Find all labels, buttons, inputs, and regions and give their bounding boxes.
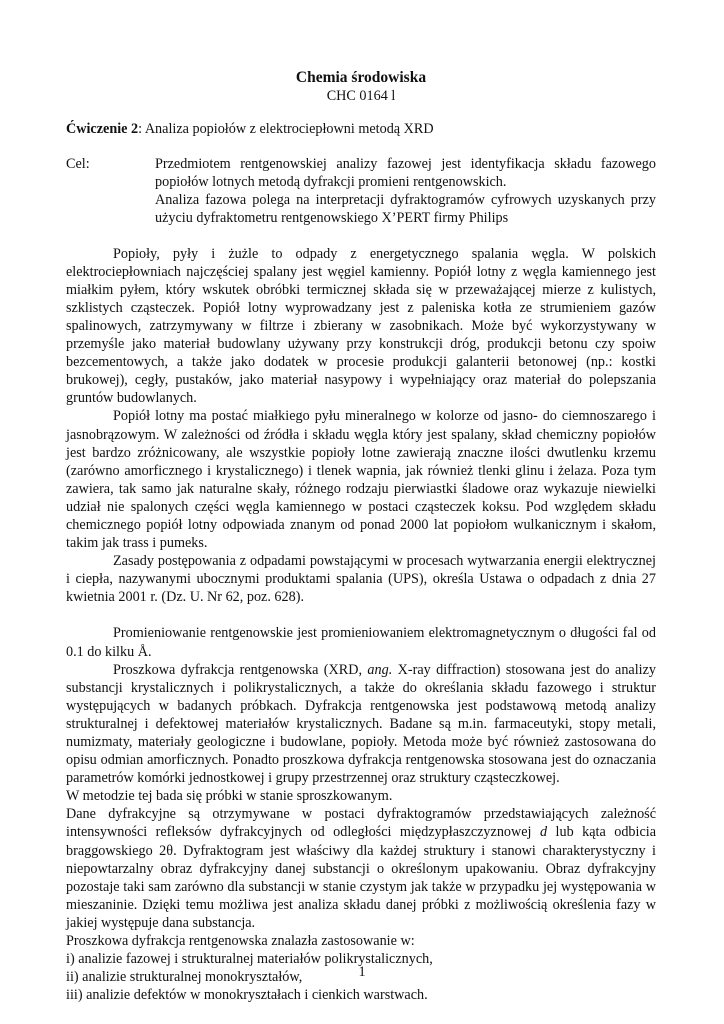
p7-text-b: lub kąta odbicia braggowskiego 2θ. Dyfraktogram jest właściwy dla każdej struktury i stanowi charakterystyczny i niepowtarzalny obraz dyfrakcyjny danej substancji o określonym upakowaniu. Obraz dyfrakcyjny pozostaje taki sam zarówno dla substancji w stanie czystym jak także w przypadku jej występowania w mieszaninie. Dzięki temu możliwa jest analiza składu danej próbki z możliwością określenia fazy w jakiej występuje dana substancja. <box>66 824 656 931</box>
document-title: Chemia środowiska <box>295 69 427 86</box>
paragraph-4: Promieniowanie rentgenowskie jest promieniowaniem elektromagnetycznym o długości fal od 0.1 do kilku Å. <box>66 625 656 660</box>
exercise-title: : Analiza popiołów z elektrociepłowni metodą XRD <box>138 121 434 138</box>
goal-label: Cel: <box>66 156 90 173</box>
p7-d: d <box>539 824 548 841</box>
goal-line: Analiza fazowa polega na interpretacji dyfraktogramów cyfrowych uzyskanych przy użyciu dyfraktometru rentgenowskiego X’PERT firmy Philips <box>155 192 656 227</box>
goal-line: Przedmiotem rentgenowskiej analizy fazowej jest identyfikacja składu fazowego popiołów lotnych metodą dyfrakcji promieni rentgenowskich. <box>155 156 656 191</box>
list-item: ii) analizie strukturalnej monokryształów, <box>66 969 303 986</box>
p5-ang: ang. <box>367 661 393 678</box>
p5-text-a: Proszkowa dyfrakcja rentgenowska (XRD, <box>113 661 368 678</box>
document-page <box>66 68 656 1004</box>
paragraph-3: Zasady postępowania z odpadami powstającymi w procesach wytwarzania energii elektrycznej i ciepła, nazywanymi ubocznymi produktami spalania (UPS), określa Ustawa o odpadach z dnia 27 kwietnia 2001 r. (Dz. U. Nr 62, poz. 628). <box>66 553 656 606</box>
paragraph-5 <box>66 661 656 788</box>
p7-text-a: Dane dyfrakcyjne są otrzymywane w postaci dyfraktogramów przedstawiających zależność intensywności refleksów dyfrakcyjnych od odległości międzypłaszczyznowej <box>66 806 656 841</box>
list-item: i) analizie fazowej i strukturalnej materiałów polikrystalicznych, <box>66 951 433 968</box>
paragraph-1: Popioły, pyły i żużle to odpady z energetycznego spalania węgla. W polskich elektrociepłowniach najczęściej spalany jest węgiel kamienny. Popiół lotny z węgla kamiennego jest miałkim pyłem, który wskutek obróbki termicznej składa się w przeważającej mierze z kulistych, szklistych cząsteczek. Popiół lotny wyprowadzany jest z paleniska kotła ze strumieniem gazów spalinowych, zatrzymywany w filtrze i zbierany w zasobnikach. Może być wykorzystywany w przemyśle jako materiał budowlany używany przy konstrukcji dróg, produkcji betonu czy spoiw bezcementowych, a także jako dodatek w procesie produkcji galanterii betonowej (np.: kostki brukowej), cegły, pustaków, jako materiał nasypowy i wypełniający oraz materiał do polepszania gruntów budowlanych. <box>66 245 656 407</box>
list-item: iii) analizie defektów w monokryształach i cienkich warstwach. <box>66 987 428 1004</box>
paragraph-6: W metodzie tej bada się próbki w stanie sproszkowanym. <box>66 788 393 805</box>
p5-text-b: X-ray diffraction) stosowana jest do analizy substancji krystalicznych i polikrystalicznych, a także do określania składu fazowego i struktur występujących w badanych próbkach. Dyfrakcja rentgenowska jest podstawową metodą analizy strukturalnej i defektowej materiałów krystalicznych. Badane są m.in. farmaceutyki, stopy metali, numizmaty, materiały geologiczne i budowlane, popioły. Metoda może być również zastosowana do opisu odmian amorficznych. Ponadto proszkowa dyfrakcja rentgenowska stosowana jest do oznaczania parametrów komórki jednostkowej i grupy przestrzennej oraz struktury cząsteczkowej. <box>66 661 656 787</box>
paragraph-8: Proszkowa dyfrakcja rentgenowska znalazła zastosowanie w: <box>66 933 415 950</box>
goal-section <box>66 155 656 227</box>
course-code: CHC 0164 l <box>326 88 396 104</box>
goal-text <box>155 155 656 227</box>
exercise-label: Ćwiczenie 2 <box>66 121 139 138</box>
page-number: 1 <box>358 964 366 980</box>
paragraph-2: Popiół lotny ma postać miałkiego pyłu mineralnego w kolorze od jasno- do ciemnoszarego i jasnobrązowym. W zależności od źródła i składu węgla który jest spalany, skład chemiczny popiołów jest bardzo zróżnicowany, ale wszystkie popioły lotne zawierają znaczne ilości dwutlenku krzemu (zarówno amorficznego i krystalicznego) i tlenek wapnia, jak również tlenki glinu i żelaza. Poza tym zawiera, tak samo jak naturalne skały, różnego rodzaju pierwiastki śladowe oraz wykazuje niewielki udział nie spalonych części węgla kamiennego w postaci cząsteczek koksu. Pod względem składu chemicznego popiół lotny odpowiada znanym od ponad 2000 lat popiołom wulkanicznym i skałom, takim jak trass i pumeks. <box>66 408 656 552</box>
exercise-heading <box>66 120 656 138</box>
paragraph-7 <box>66 805 656 932</box>
